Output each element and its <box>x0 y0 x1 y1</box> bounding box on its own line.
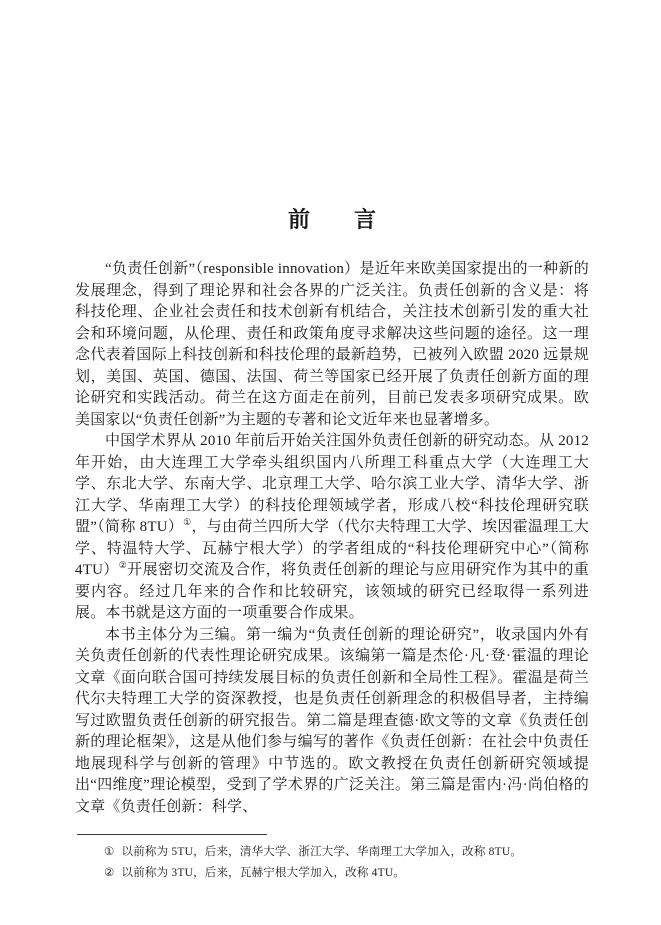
footnote-ref: ① <box>183 517 192 527</box>
footnote-ref: ② <box>118 560 128 570</box>
footnotes <box>75 842 589 884</box>
paragraph-text: ，与由荷兰四所大学（代尔夫特理工大学、埃因霍温理工大学、特温特大学、瓦赫宁根大学）的学者组成的“科技伦理研究中心”（简称 4TU） <box>75 519 590 578</box>
paragraph-text: “负责任创新”（responsible innovation）是近年来欧美国家提出的一种新的发展理念，得到了理论界和社会各界的广泛关注。负责任创新的含义是：将科技伦理、企业社会责任和技术创新有机结合，关注技术创新引发的重大社会和环境问题，从伦理、责任和政策角度寻求解决这些问题的途径。这一理念代表着国际上科技创新和科技伦理的最新趋势，已被列入欧盟 2020 远景规划，美国、英国、德国、法国、荷兰等国家已经开展了负责任创新方面的理论研究和实践活动。荷兰在这方面走在前列，目前已发表多项研究成果。欧美国家以“负责任创新”为主题的专著和论文近年来也显著增多。 <box>75 261 589 428</box>
footnote <box>104 842 589 863</box>
paragraph <box>75 625 589 819</box>
body-text <box>75 259 589 818</box>
paragraph <box>75 431 589 625</box>
footnote-marker: ① <box>104 846 115 858</box>
paragraph-text: 中国学术界从 2010 年前后开始关注国外负责任创新的研究动态。从 2012 年开始，由大连理工大学牵头组织国内八所理工科重点大学（大连理工大学、东北大学、东南大学、北京理工大学、哈尔滨工业大学、清华大学、浙江大学、华南理工大学）的科技伦理领域学者，形成八校“科技伦理研究联盟”（简称 8TU） <box>75 433 589 535</box>
paragraph <box>75 259 589 431</box>
footnote-separator <box>77 834 267 835</box>
footnote-marker: ② <box>104 867 115 879</box>
page-title: 前 言 <box>287 207 376 232</box>
footnote-text: 以前称为 3TU，后来，瓦赫宁根大学加入，改称 4TU。 <box>121 867 406 879</box>
footnote-text: 以前称为 5TU，后来，清华大学、浙江大学、华南理工大学加入，改称 8TU。 <box>121 846 523 858</box>
paragraph-text: 开展密切交流及合作，将负责任创新的理论与应用研究作为其中的重要内容。经过几年来的合作和比较研究，该领域的研究已经取得一系列进展。本书就是这方面的一项重要合作成果。 <box>75 562 589 621</box>
paragraph-text: 本书主体分为三编。第一编为“负责任创新的理论研究”，收录国内外有关负责任创新的代表性理论研究成果。该编第一篇是杰伦·凡·登·霍温的理论文章《面向联合国可持续发展目标的负责任创新和全局性工程》。霍温是荷兰代尔夫特理工大学的资深教授，也是负责任创新理念的积极倡导者，主持编写过欧盟负责任创新的研究报告。第二篇是理查德·欧文等的文章《负责任创新的理论框架》，这是从他们参与编写的著作《负责任创新：在社会中负责任地展现科学与创新的管理》中节选的。欧文教授在负责任创新研究领域提出“四维度”理论模型，受到了学术界的广泛关注。第三篇是雷内·冯·尚伯格的文章《负责任创新：科学、 <box>75 626 589 815</box>
footnote <box>104 863 589 884</box>
